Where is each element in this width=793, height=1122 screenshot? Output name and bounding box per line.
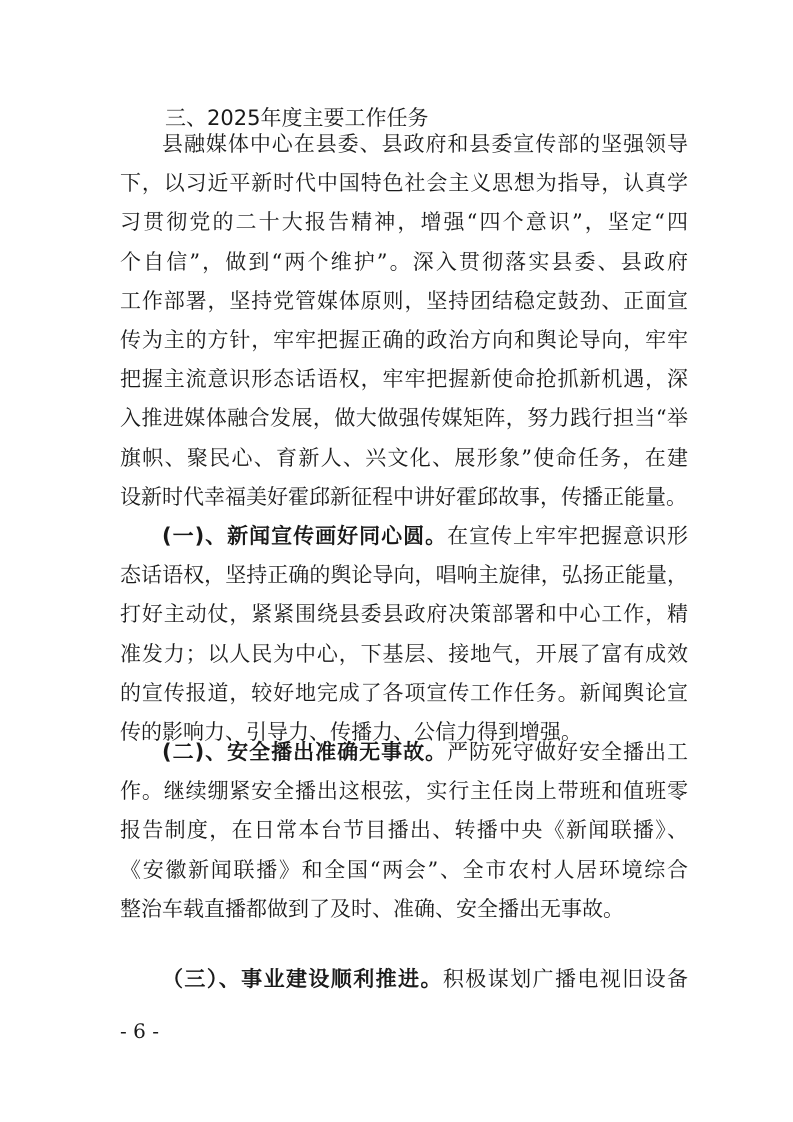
paragraph-line: 习贯彻党的二十大报告精神，增强“四个意识”，坚定“四 (120, 210, 688, 235)
paragraph-text: 在宣传上牢牢把握意识形 (447, 524, 688, 548)
paragraph-line: 整治车载直播都做到了及时、准确、安全播出无事故。 (120, 896, 624, 921)
paragraph-line (120, 517, 688, 556)
paragraph-text: 积极谋划广播电视旧设备 (442, 967, 689, 991)
paragraph-line: 报告制度，在日常本台节目播出、转播中央《新闻联播》、 (120, 818, 688, 843)
page-number: - 6 - (120, 1019, 159, 1043)
section-safe-broadcast (120, 733, 688, 929)
subsection-title: (一)、新闻宣传画好同心圆。 (162, 524, 448, 548)
section-news-publicity (120, 517, 688, 752)
paragraph-line: 把握主流意识形态话语权，牢牢把握新使命抢抓新机遇，深 (120, 367, 688, 392)
paragraph-line: 的宣传报道，较好地完成了各项宣传工作任务。新闻舆论宣 (120, 680, 688, 705)
intro-paragraph (120, 125, 688, 517)
paragraph-line: 传为主的方针，牢牢把握正确的政治方向和舆论导向，牢牢 (120, 327, 688, 352)
paragraph-line: 态话语权，坚持正确的舆论导向，唱响主旋律，弘扬正能量， (120, 563, 688, 588)
paragraph-line: 入推进媒体融合发展，做大做强传媒矩阵，努力践行担当“举 (120, 406, 688, 431)
paragraph-line: 工作部署，坚持党管媒体原则，坚持团结稳定鼓劲、正面宣 (120, 288, 688, 313)
paragraph-line (120, 733, 688, 772)
paragraph-line: 打好主动仗，紧紧围绕县委县政府决策部署和中心工作，精 (120, 602, 688, 627)
paragraph-line: 传的影响力、引导力、传播力、公信力得到增强。 (120, 719, 582, 744)
paragraph-line: 《安徽新闻联播》和全国“两会”、全市农村人居环境综合 (120, 857, 688, 882)
paragraph-line: 下，以习近平新时代中国特色社会主义思想为指导，认真学 (120, 171, 688, 196)
paragraph-line: 作。继续绷紧安全播出这根弦，实行主任岗上带班和值班零 (120, 779, 688, 804)
section-heading: 三、2025年度主要工作任务 (165, 106, 429, 130)
subsection-title: (二)、安全播出准确无事故。 (162, 740, 448, 764)
section-undertaking (120, 960, 688, 999)
paragraph-line: 准发力；以人民为中心，下基层、接地气，开展了富有成效 (120, 641, 688, 666)
paragraph-line: 县融媒体中心在县委、县政府和县委宣传部的坚强领导 (162, 132, 688, 156)
paragraph-line (120, 960, 688, 999)
paragraph-line: 设新时代幸福美好霍邱新征程中讲好霍邱故事，传播正能量。 (120, 484, 687, 509)
subsection-title: （三）、事业建设顺利推进。 (162, 967, 443, 991)
paragraph-line: 旗帜、聚民心、育新人、兴文化、展形象”使命任务，在建 (120, 445, 688, 470)
paragraph-line: 个自信”，做到“两个维护”。深入贯彻落实县委、县政府 (120, 249, 688, 274)
paragraph-text: 严防死守做好安全播出工 (447, 740, 688, 764)
